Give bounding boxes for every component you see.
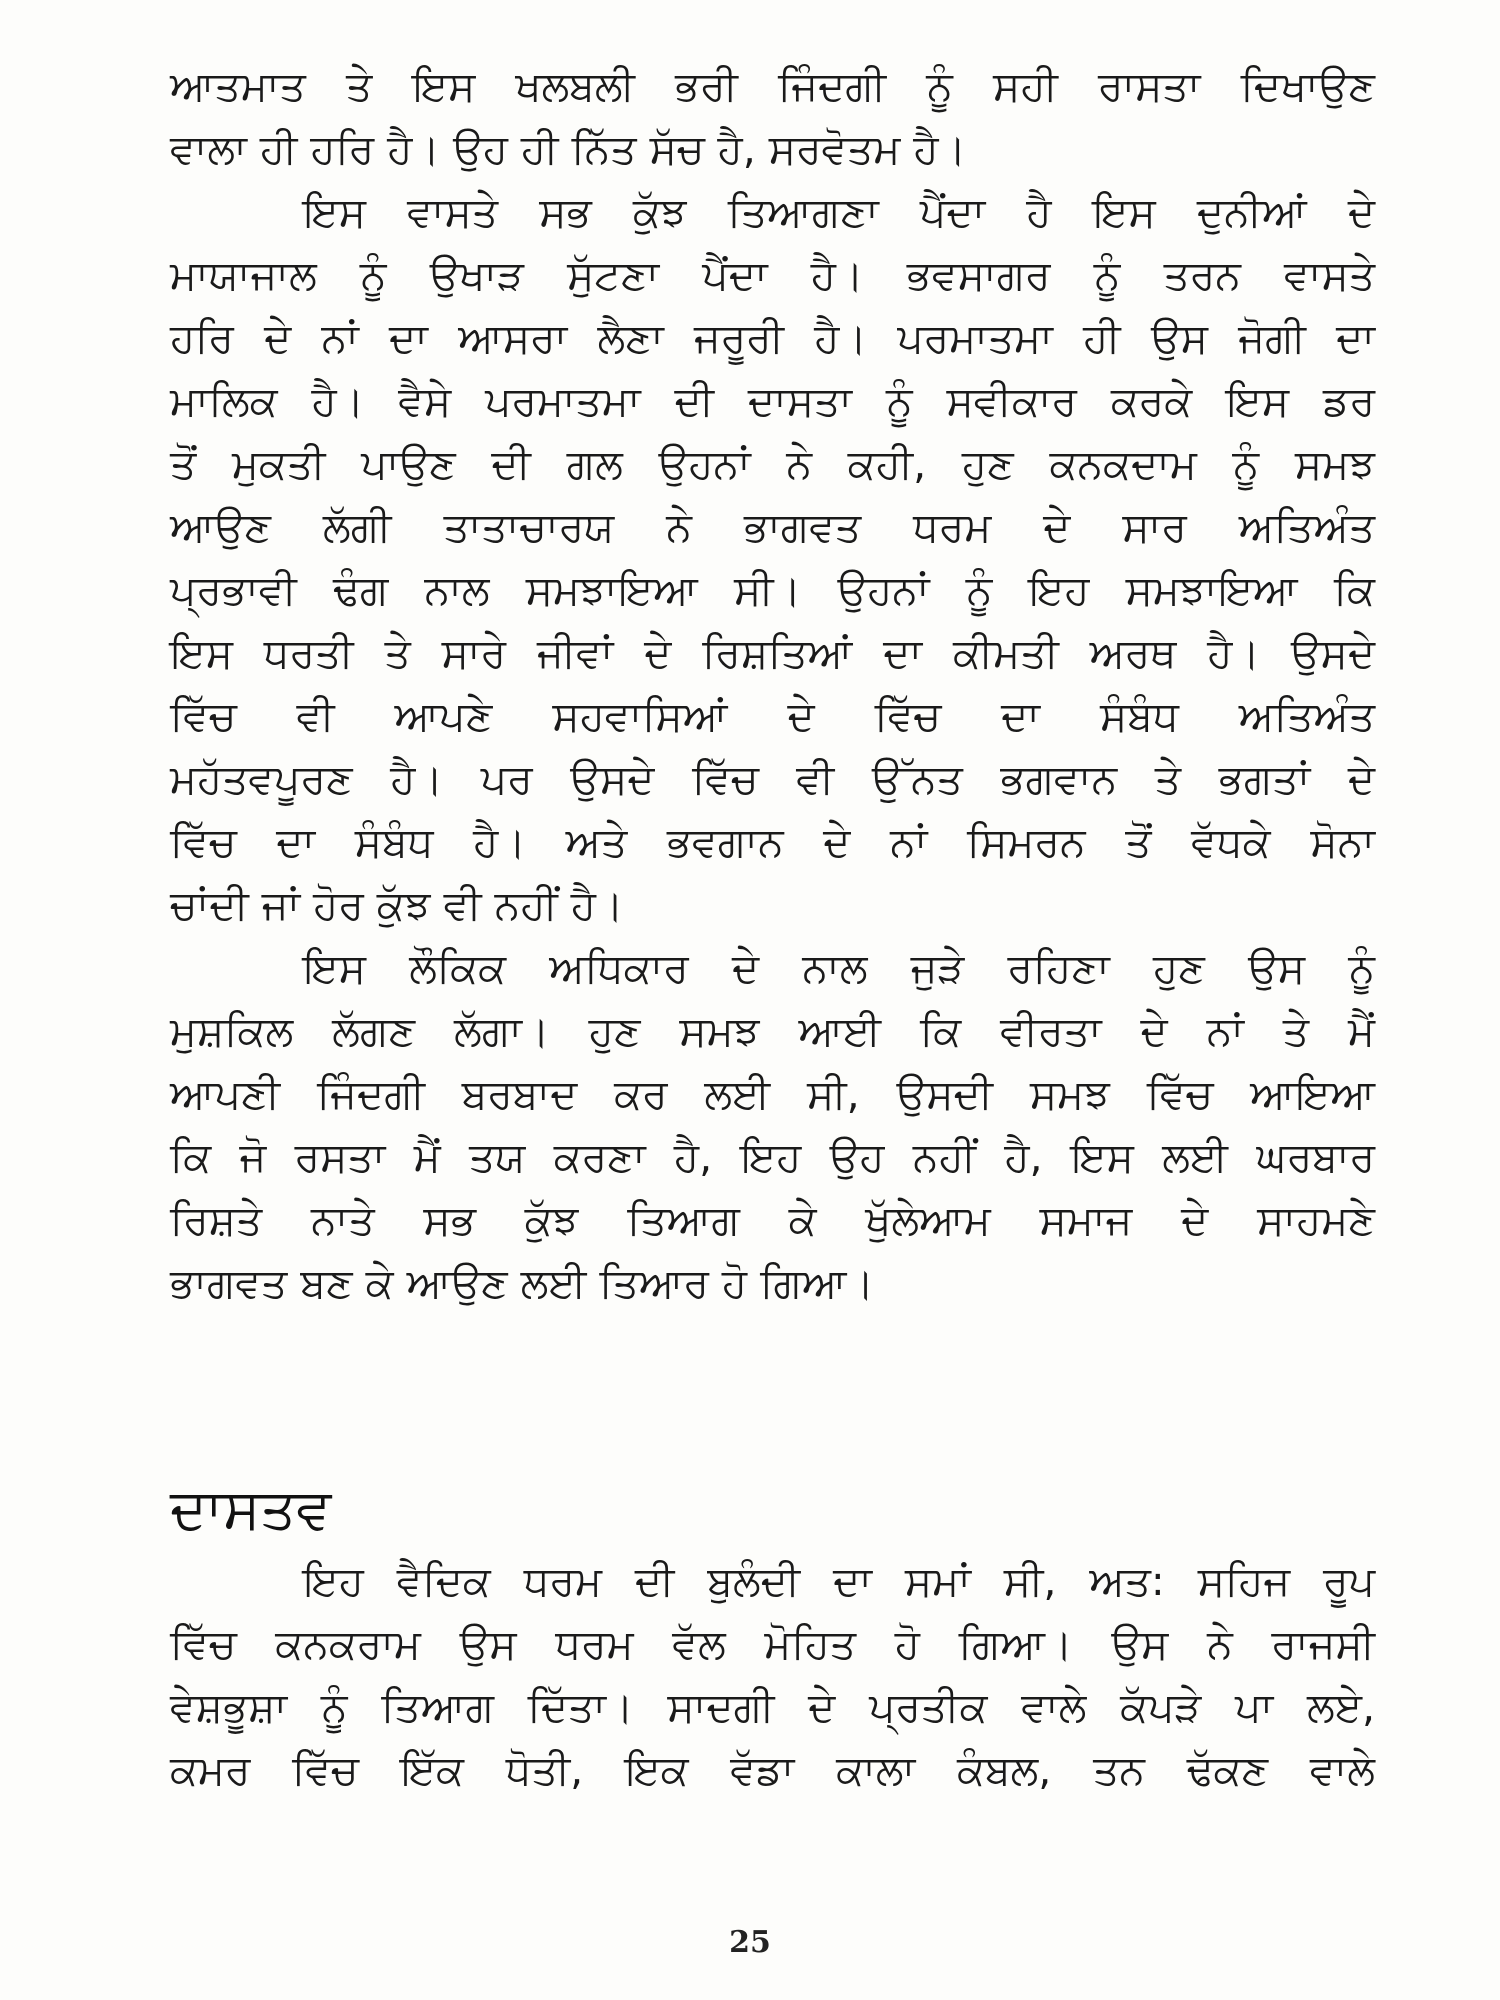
text-line: ਆਤਮਾਤ ਤੇ ਇਸ ਖਲਬਲੀ ਭਰੀ ਜਿੰਦਗੀ ਨੂੰ ਸਹੀ ਰਾਸਤਾ ਦਿਖਾਉਣ xyxy=(170,62,1375,110)
text-line: ਇਹ ਵੈਦਿਕ ਧਰਮ ਦੀ ਬੁਲੰਦੀ ਦਾ ਸਮਾਂ ਸੀ, ਅਤ: ਸਹਿਜ ਰੂਪ xyxy=(303,1557,1375,1605)
text-line: ਇਸ ਧਰਤੀ ਤੇ ਸਾਰੇ ਜੀਵਾਂ ਦੇ ਰਿਸ਼ਤਿਆਂ ਦਾ ਕੀਮਤੀ ਅਰਥ ਹੈ। ਉਸਦੇ xyxy=(170,629,1375,677)
text-line: ਚਾਂਦੀ ਜਾਂ ਹੋਰ ਕੁੱਝ ਵੀ ਨਹੀਂ ਹੈ। xyxy=(170,881,624,929)
text-line: ਹਰਿ ਦੇ ਨਾਂ ਦਾ ਆਸਰਾ ਲੈਣਾ ਜਰੂਰੀ ਹੈ। ਪਰਮਾਤਮਾ ਹੀ ਉਸ ਜੋਗੀ ਦਾ xyxy=(170,314,1375,362)
text-line: ਵਿੱਚ ਦਾ ਸੰਬੰਧ ਹੈ। ਅਤੇ ਭਵਗਾਨ ਦੇ ਨਾਂ ਸਿਮਰਨ ਤੋਂ ਵੱਧਕੇ ਸੋਨਾ xyxy=(170,818,1375,866)
section-heading: ਦਾਸਤਵ xyxy=(170,1477,332,1542)
text-line: ਮਾਲਿਕ ਹੈ। ਵੈਸੇ ਪਰਮਾਤਮਾ ਦੀ ਦਾਸਤਾ ਨੂੰ ਸਵੀਕਾਰ ਕਰਕੇ ਇਸ ਡਰ xyxy=(170,377,1375,425)
paragraph-4 xyxy=(170,1550,1375,1802)
paragraph-3 xyxy=(170,937,1375,1315)
text-line: ਵਿੱਚ ਵੀ ਆਪਣੇ ਸਹਵਾਸਿਆਂ ਦੇ ਵਿੱਚ ਦਾ ਸੰਬੰਧ ਅਤਿਅੰਤ xyxy=(170,692,1375,740)
text-line: ਆਪਣੀ ਜਿੰਦਗੀ ਬਰਬਾਦ ਕਰ ਲਈ ਸੀ, ਉਸਦੀ ਸਮਝ ਵਿੱਚ ਆਇਆ xyxy=(170,1070,1375,1118)
paragraph-1 xyxy=(170,55,1375,181)
text-line: ਕਮਰ ਵਿੱਚ ਇੱਕ ਧੋਤੀ, ਇਕ ਵੱਡਾ ਕਾਲਾ ਕੰਬਲ, ਤਨ ਢੱਕਣ ਵਾਲੇ xyxy=(170,1746,1375,1794)
text-line: ਭਾਗਵਤ ਬਣ ਕੇ ਆਉਣ ਲਈ ਤਿਆਰ ਹੋ ਗਿਆ। xyxy=(170,1259,875,1307)
text-line: ਇਸ ਲੌਕਿਕ ਅਧਿਕਾਰ ਦੇ ਨਾਲ ਜੁੜੇ ਰਹਿਣਾ ਹੁਣ ਉਸ ਨੂੰ xyxy=(303,944,1375,992)
paragraph-2 xyxy=(170,181,1375,937)
text-line: ਰਿਸ਼ਤੇ ਨਾਤੇ ਸਭ ਕੁੱਝ ਤਿਆਗ ਕੇ ਖੁੱਲੇਆਮ ਸਮਾਜ ਦੇ ਸਾਹਮਣੇ xyxy=(170,1196,1375,1244)
text-line: ਮਾਯਾਜਾਲ ਨੂੰ ਉਖਾੜ ਸੁੱਟਣਾ ਪੈਂਦਾ ਹੈ। ਭਵਸਾਗਰ ਨੂੰ ਤਰਨ ਵਾਸਤੇ xyxy=(170,251,1375,299)
text-line: ਇਸ ਵਾਸਤੇ ਸਭ ਕੁੱਝ ਤਿਆਗਣਾ ਪੈਂਦਾ ਹੈ ਇਸ ਦੁਨੀਆਂ ਦੇ xyxy=(303,188,1375,236)
text-line: ਪ੍ਰਭਾਵੀ ਢੰਗ ਨਾਲ ਸਮਝਾਇਆ ਸੀ। ਉਹਨਾਂ ਨੂੰ ਇਹ ਸਮਝਾਇਆ ਕਿ xyxy=(170,566,1375,614)
page-number: 25 xyxy=(729,1925,771,1960)
text-line: ਮੁਸ਼ਕਿਲ ਲੱਗਣ ਲੱਗਾ। ਹੁਣ ਸਮਝ ਆਈ ਕਿ ਵੀਰਤਾ ਦੇ ਨਾਂ ਤੇ ਮੈਂ xyxy=(170,1007,1375,1055)
text-line: ਆਉਣ ਲੱਗੀ ਤਾਤਾਚਾਰਯ ਨੇ ਭਾਗਵਤ ਧਰਮ ਦੇ ਸਾਰ ਅਤਿਅੰਤ xyxy=(170,503,1375,551)
text-line: ਵੇਸ਼ਭੂਸ਼ਾ ਨੂੰ ਤਿਆਗ ਦਿੱਤਾ। ਸਾਦਗੀ ਦੇ ਪ੍ਰਤੀਕ ਵਾਲੇ ਕੱਪੜੇ ਪਾ ਲਏ, xyxy=(170,1683,1375,1731)
text-line: ਕਿ ਜੋ ਰਸਤਾ ਮੈਂ ਤਯ ਕਰਣਾ ਹੈ, ਇਹ ਉਹ ਨਹੀਂ ਹੈ, ਇਸ ਲਈ ਘਰਬਾਰ xyxy=(170,1133,1375,1181)
text-line: ਤੋਂ ਮੁਕਤੀ ਪਾਉਣ ਦੀ ਗਲ ਉਹਨਾਂ ਨੇ ਕਹੀ, ਹੁਣ ਕਨਕਦਾਮ ਨੂੰ ਸਮਝ xyxy=(170,440,1375,488)
text-line: ਵਾਲਾ ਹੀ ਹਰਿ ਹੈ। ਉਹ ਹੀ ਨਿੱਤ ਸੱਚ ਹੈ, ਸਰਵੋਤਮ ਹੈ। xyxy=(170,125,967,173)
text-line: ਵਿੱਚ ਕਨਕਰਾਮ ਉਸ ਧਰਮ ਵੱਲ ਮੋਹਿਤ ਹੋ ਗਿਆ। ਉਸ ਨੇ ਰਾਜਸੀ xyxy=(170,1620,1375,1668)
text-line: ਮਹੱਤਵਪੂਰਣ ਹੈ। ਪਰ ਉਸਦੇ ਵਿੱਚ ਵੀ ਉੱਨਤ ਭਗਵਾਨ ਤੇ ਭਗਤਾਂ ਦੇ xyxy=(170,755,1375,803)
